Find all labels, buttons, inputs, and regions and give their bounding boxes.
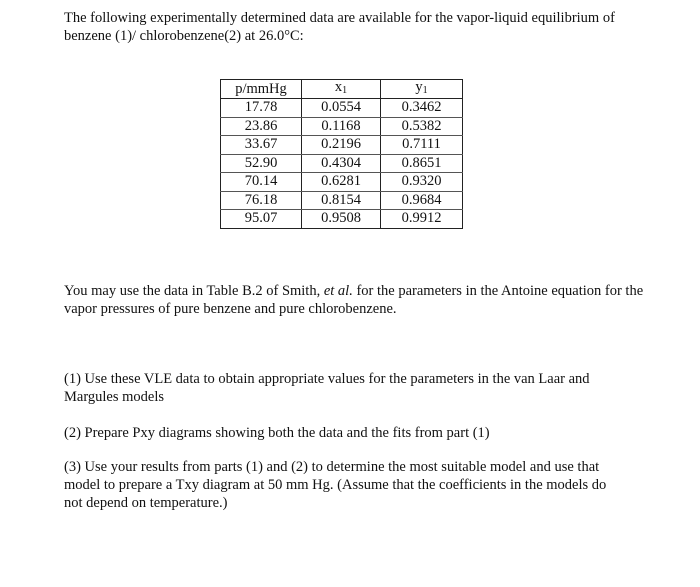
- table-row: [221, 210, 463, 229]
- cell-x1: 0.0554: [302, 99, 381, 118]
- cell-x1: 0.8154: [302, 191, 381, 210]
- question-1: (1) Use these VLE data to obtain appropriate values for the parameters in the van Laar and Margules models: [64, 371, 590, 405]
- table-row: [221, 173, 463, 192]
- cell-pressure: 95.07: [221, 210, 302, 229]
- cell-y1: 0.8651: [381, 154, 463, 173]
- cell-y1: 0.7111: [381, 136, 463, 155]
- cell-pressure: 17.78: [221, 99, 302, 118]
- cell-y1: 0.3462: [381, 99, 463, 118]
- cell-x1: 0.6281: [302, 173, 381, 192]
- header-y1: $y_1$: [381, 80, 463, 99]
- header-pressure: p/mmHg: [221, 80, 302, 99]
- table-row: [221, 191, 463, 210]
- cell-y1: 0.5382: [381, 117, 463, 136]
- table-row: [221, 154, 463, 173]
- cell-y1: 0.9684: [381, 191, 463, 210]
- cell-pressure: 76.18: [221, 191, 302, 210]
- problem-intro: The following experimentally determined data are available for the vapor-liquid equilibrium of benzene (1)/ chlorobenzene(2) at 26.0°C:: [64, 10, 615, 44]
- antoine-note: You may use the data in Table B.2 of Smith, et al. for the parameters in the Antoine equation for the vapor pressures of pure benzene and pure chlorobenzene.: [64, 283, 644, 317]
- cell-pressure: 23.86: [221, 117, 302, 136]
- cell-pressure: 70.14: [221, 173, 302, 192]
- cell-pressure: 52.90: [221, 154, 302, 173]
- cell-y1: 0.9912: [381, 210, 463, 229]
- table-row: [221, 99, 463, 118]
- cell-x1: 0.2196: [302, 136, 381, 155]
- cell-y1: 0.9320: [381, 173, 463, 192]
- cell-x1: 0.4304: [302, 154, 381, 173]
- question-2: (2) Prepare Pxy diagrams showing both the data and the fits from part (1): [64, 425, 490, 441]
- vle-data-table: [220, 79, 463, 229]
- question-3: (3) Use your results from parts (1) and (2) to determine the most suitable model and use that model to prepare a Txy diagram at 50 mm Hg. (Assume that the coefficients in the models do not depend on temperature.): [64, 459, 607, 511]
- table-header-row: [221, 80, 463, 99]
- cell-x1: 0.1168: [302, 117, 381, 136]
- cell-x1: 0.9508: [302, 210, 381, 229]
- table-row: [221, 117, 463, 136]
- cell-pressure: 33.67: [221, 136, 302, 155]
- header-x1: $x_1$: [302, 80, 381, 99]
- table-row: [221, 136, 463, 155]
